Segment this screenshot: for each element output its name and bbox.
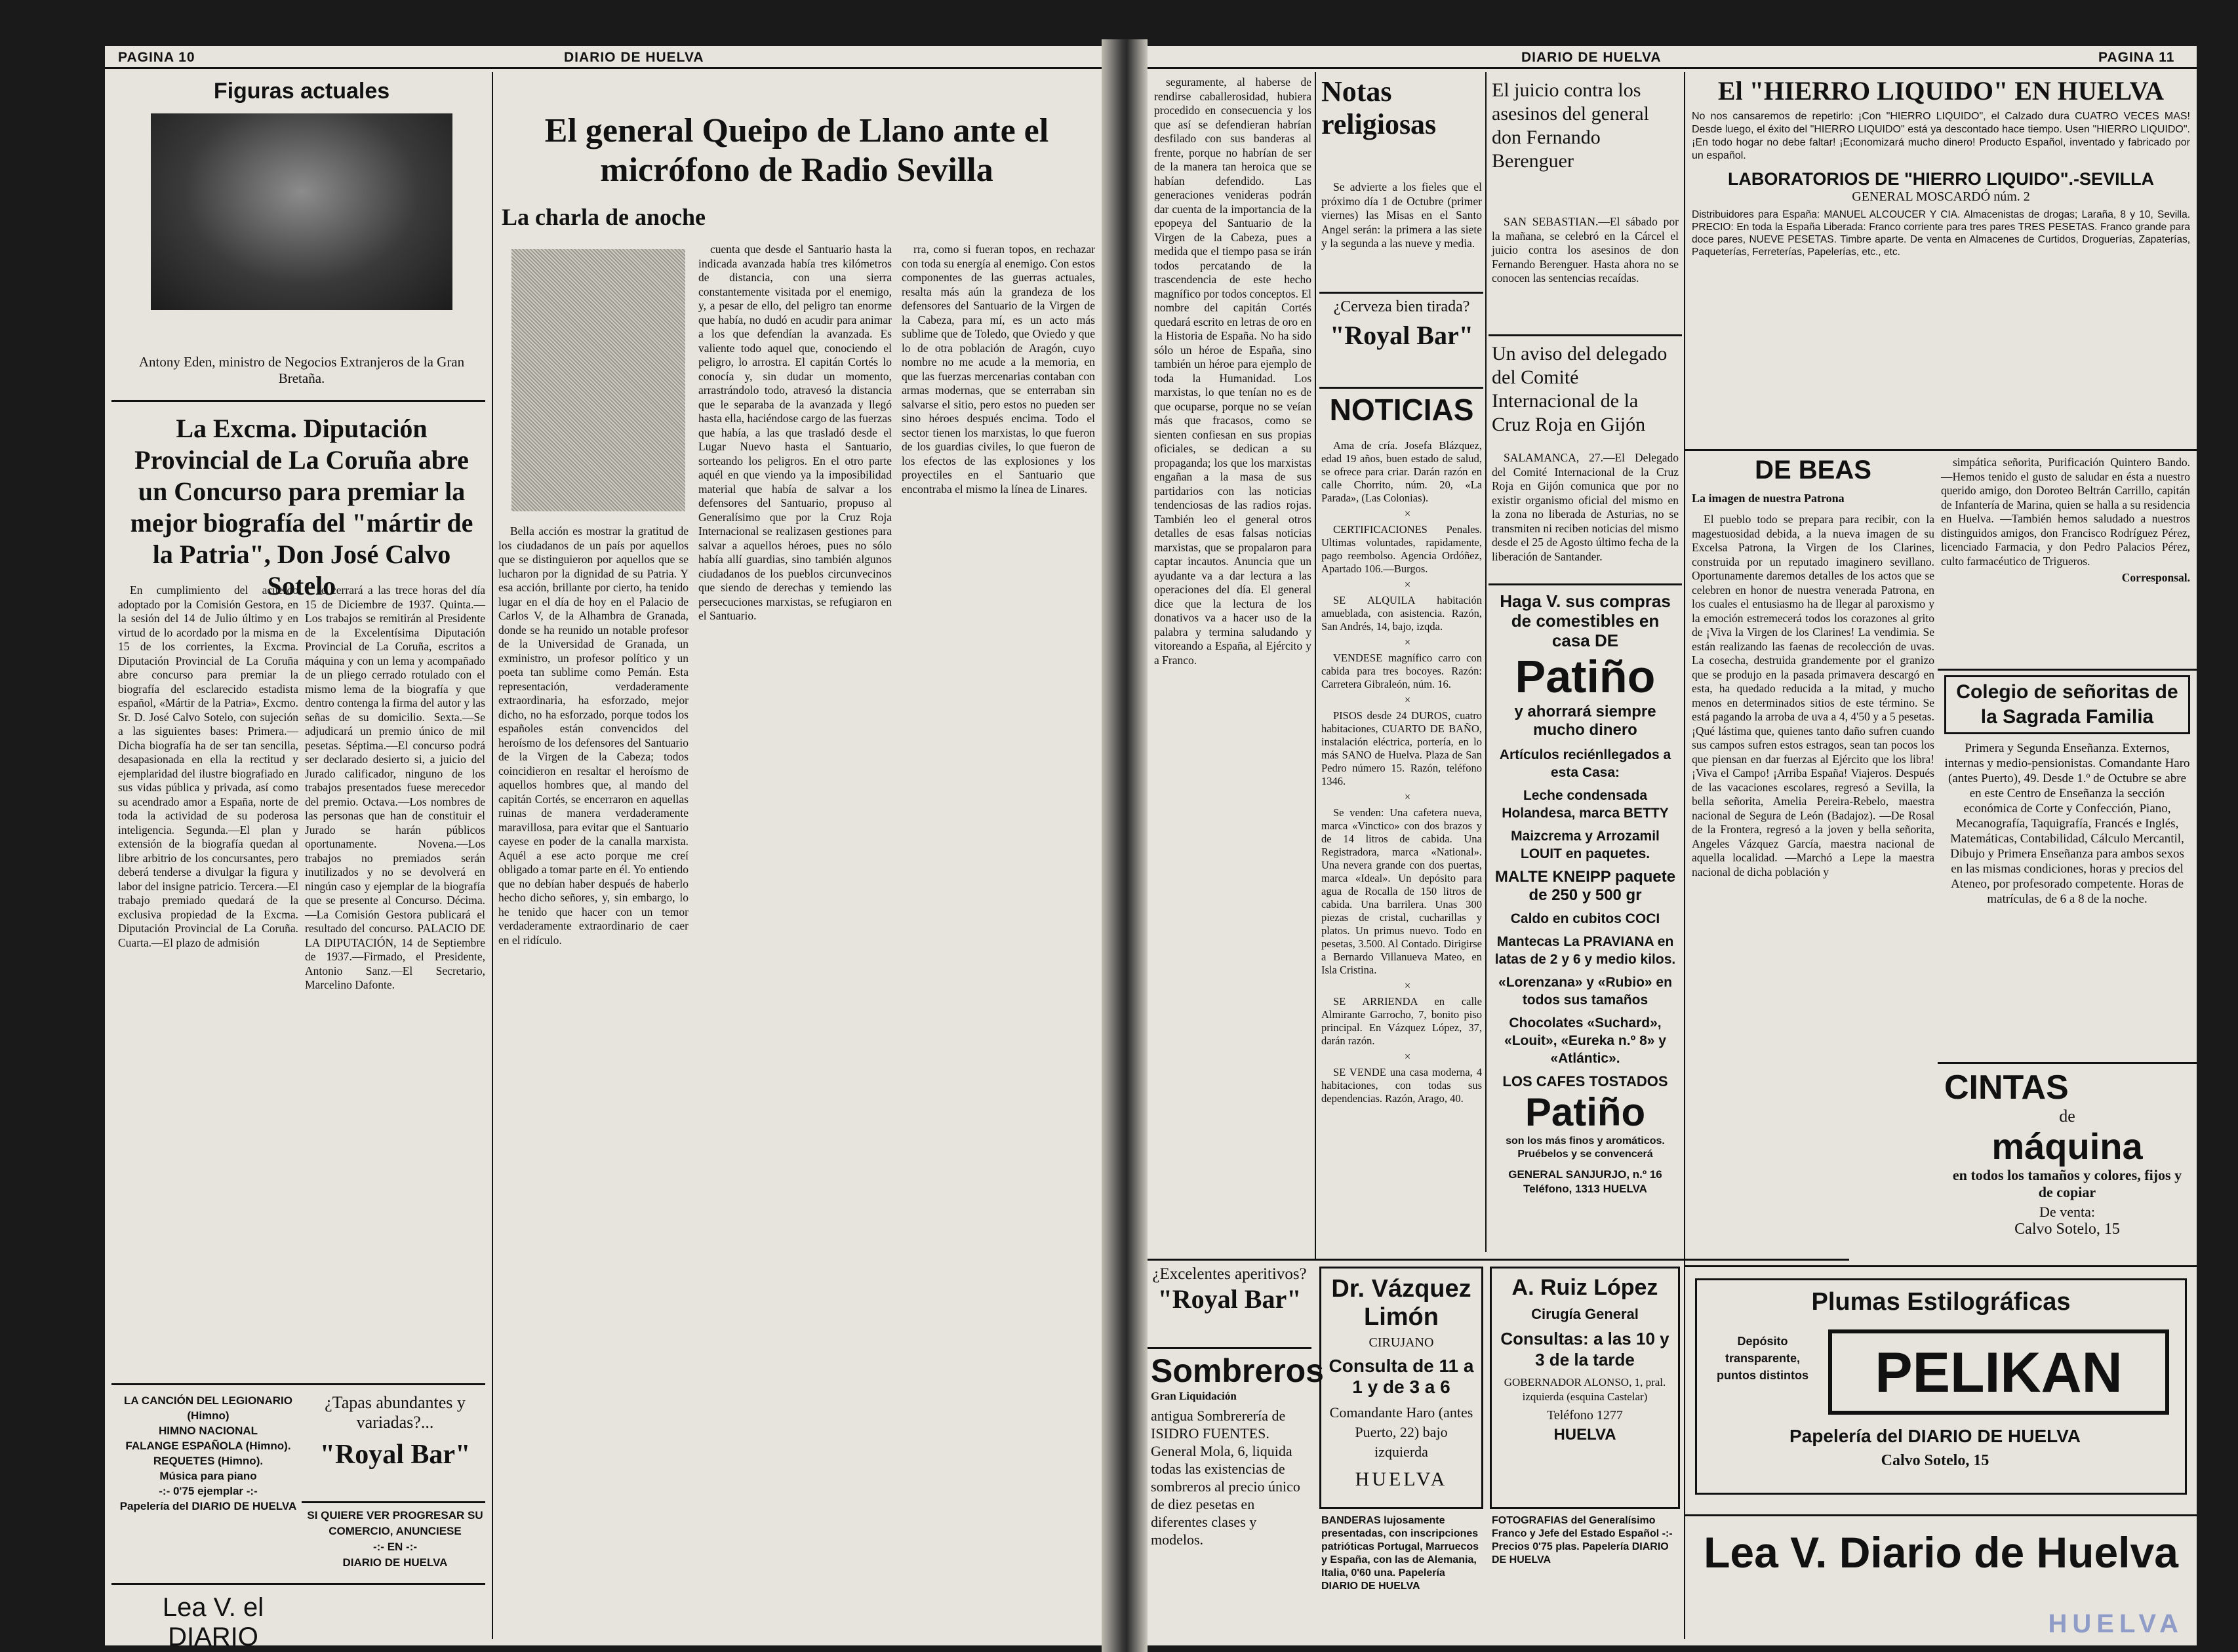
separator: ×: [1404, 1050, 1411, 1063]
lea-diario-right: Lea V. Diario de Huelva: [1704, 1528, 2178, 1577]
doctor-name: Dr. Vázquez Limón: [1331, 1275, 1471, 1331]
pelikan-logo: PELIKAN: [1828, 1329, 2169, 1415]
correspondent-signature: Corresponsal.: [2121, 571, 2190, 584]
patino-item: Caldo en cubitos COCI: [1510, 911, 1660, 926]
article-paragraph: SALAMANCA, 27.—El Delegado del Comité Internacional de la Cruz Roja en Gijón comunica que por no existir organismo oficial del mismo en la zona no liberada de Asturias, no se transmiten ni reciben noticias del mismo desde el 25 de Agosto último fecha de la liberación de Santander.: [1492, 451, 1679, 563]
sombreros-ad: [1151, 1352, 1324, 1634]
doctor-address: GOBERNADOR ALONSO, 1, pral. izquierda (esquina Castelar): [1504, 1376, 1666, 1403]
notas-text: [1321, 180, 1482, 285]
cintas-venta: De venta:: [2039, 1204, 2095, 1220]
aperitivos-ad: [1151, 1265, 1308, 1344]
beas-subhead: La imagen de nuestra Patrona: [1692, 492, 1845, 505]
rule: [1685, 449, 2197, 451]
article-paragraph: se cerrará a las trece horas del día 15 de Diciembre de 1937. Quinta.—Los trabajos se remitirán al Presidente de la Excelentísima Diputación Provincial de La Coruña, escritos a máquina y con un lema y acompañado de un pliego cerrado rotulado con el mismo lema de la biografía y que dentro contenga la firma del autor y las señas de su domicilio. Sexta.—Se adjudicará un premio único de mil pesetas. Séptima.—El concurso podrá ser declarado desierto si, a juicio del Jurado calificador, ninguno de los trabajos presentados fuese merecedor del premio. Octava.—Los nombres de las personas que han de constituir el Jurado se harán públicos oportunamente. Novena.—Los trabajos no premiados serán inutilizados y no se devolverá en ningún caso y ejemplar de la biografía que se presente al Concurso. Décima.—La Comisión Gestora publicará el resultado del concurso. PALACIO DE LA DIPUTACIÓN, 14 de Septiembre de 1937.—Firmado, el Presidente, Antonio Sanz.—El Secretario, Marcelino Dafonte.: [305, 583, 485, 991]
classified-item: Se venden: Una cafetera nueva, marca «Vinctico» con dos brazos y de 14 litros de cabida. Una Registradora, marca «National». Una nevera grande con dos puertas, marca «Ideal». Un depósito para agua de Rocalla de 150 litros de cabida. Una barrilera. Unas 300 piezas de cristal, cucharillas y platos. Un primus nuevo. Todo en pesetas, 3.500. Al Contado. Dirigirse a Bernardo Villanueva Mateo, en Isla Cristina.: [1321, 806, 1482, 976]
doctor-phone: Teléfono 1277: [1547, 1408, 1623, 1423]
cintas-text: en todos los tamaños y colores, fijos y de copiar: [1952, 1167, 2182, 1200]
patino-item: MALTE KNEIPP paquete de 250 y 500 gr: [1494, 868, 1676, 904]
coruna-headline: La Excma. Diputación Provincial de La Coruña abre un Concurso para premiar la mejor biografía del "mártir de la Patria", Don José Calvo Sotelo: [130, 414, 473, 600]
doctor-hours: Consultas: a las 10 y 3 de la tarde: [1500, 1329, 1669, 1369]
article-paragraph: simpática señorita, Purificación Quintero Bando. —Hemos tenido el gusto de saludar en ésta a nuestro querido amigo, don Doroteo Beltrán Carrillo, capitán de Infantería de Marina, quien se halla a su residencia en Huelva. —También hemos saludado a nuestros distinguidos amigos, don Francisco Rodríguez Pérez, licenciado Farmacia, y don Pedro Palacios Pérez, culto farmacéutico de Trigueros.: [1941, 456, 2190, 568]
juicio-text: [1492, 215, 1679, 330]
ad-line: LA CANCIÓN DEL LEGIONARIO (Himno): [124, 1394, 292, 1422]
doctor-role: CIRUJANO: [1369, 1335, 1434, 1350]
page-gutter: [1102, 39, 1148, 1652]
noticias-title: NOTICIAS: [1329, 393, 1474, 427]
doctor-city: HUELVA: [1355, 1468, 1448, 1490]
cerveza-ad: [1321, 298, 1482, 377]
patino-ad: [1492, 591, 1679, 1253]
left-page: [105, 46, 1102, 1651]
article-paragraph: rra, como si fueran topos, en rechazar con toda su energía al enemigo. Con estos componentes de las guerras actuales, resalta más aún la grandeza de los defensores del Santuario de la Virgen de la Cabeza, para mí, es un acto más sublime que de Toledo, que Oviedo y que lo de otra población de Aragón, cuyo nombre no me acude a la memoria, en que las fuerzas mercenarias contaban con armas modernas, que se enterraban sin salvarse el sitio, pero estos no pueden ser sino héroes después encima. Todo el sector tienen los marxistas, lo que fueron de los guardias civiles, lo que fueron de los efectos de las explosiones y los proyectiles en el Santuario que encontraba el mismo la línea de Linares.: [902, 243, 1095, 496]
hierro-ad: [1692, 75, 2190, 442]
article-paragraph: Bella acción es mostrar la gratitud de los ciudadanos de un país por aquellos que se distinguieron por aquellos que se lucharon por la dignidad de su Patria. Y esa acción, brillante por cierto, ha tenido lugar en el día de hoy en el Palacio de Carlos V, de la Alhambra de Granada, donde se ha reunido un notable profesor de la Universidad de Granada, un exministro, un profesor político y un poeta tan sublime como Pemán. Esta representación, verdaderamente extraordinaria, ha esforzado, mejor dicho, no ha esforzado, porque todos los españoles están convencidos del heroísmo de los defensores del Santuario de la Virgen de la Cabeza; todos coincidieron en resaltar el heroísmo de aquellos hombres que, al mando del capitán Cortés, se encerraron en aquellas ruinas de manera verdaderamente maravillosa, para evitar que el Santuario cayese en poder de la canalla marxista. Aquél a ese acto porque me creí obligado a tomar parte en él. Yo entiendo que no debían haber después de haberlo hecho dicho señores, y, sin embargo, lo he tenido que hacer con un temor verdaderamente extraordinario de caer en el ridículo.: [498, 524, 689, 947]
right-page: [1148, 46, 2197, 1645]
left-page-label: PAGINA 10: [118, 50, 195, 65]
coruna-col-1: [118, 583, 298, 1373]
patino-brand: Patiño: [1525, 1090, 1646, 1134]
beas-col-2: [1941, 456, 2190, 665]
plumas-shop: Papelería del DIARIO DE HUELVA: [1789, 1426, 2081, 1446]
patino-item: Leche condensada Holandesa, marca BETTY: [1502, 788, 1669, 821]
sombreros-gran: Gran Liquidación: [1151, 1390, 1237, 1402]
classified-item: PISOS desde 24 DUROS, cuatro habitaciones, CUARTO DE BAÑO, instalación eléctrica, portería, en lo más SANO de Huelva. Plaza de San Pedro número 15. Razón, teléfono 1346.: [1321, 709, 1482, 787]
hierro-text: No nos cansaremos de repetirlo: ¡Con "HIERRO LIQUIDO", el Calzado dura CUATRO VECES MAS! Desde luego, el éxito del "HIERRO LIQUIDO" está ya descontado hace tiempo. Usen "HIERRO LIQUIDO". ¡En todo hogar no debe faltar! ¡Economizará mucho dinero! Producto Español, inventado y fabricado por un español.: [1692, 111, 2190, 161]
left-paper-name: DIARIO DE HUELVA: [564, 50, 704, 65]
rule: [1685, 1514, 2197, 1516]
classified-item: SE ARRIENDA en calle Almirante Garrocho, 7, bonito piso principal. En Vázquez López, 37, darán razón.: [1321, 995, 1482, 1047]
ad-line: DIARIO DE HUELVA: [342, 1556, 448, 1569]
queipo-subhead: La charla de anoche: [502, 204, 706, 230]
separator: ×: [1404, 791, 1411, 803]
figuras-section: [125, 79, 479, 321]
right-page-label: PAGINA 11: [2098, 50, 2175, 65]
juicio-title: El juicio contra los asesinos del general don Fernando Berenguer: [1492, 79, 1649, 172]
separator: ×: [1404, 979, 1411, 992]
classified-item: SE VENDE una casa moderna, 4 habitaciones, con todas sus dependencias. Razón, Arago, 40.: [1321, 1066, 1482, 1105]
ad-line: Papelería del DIARIO DE HUELVA: [119, 1500, 297, 1512]
queipo-continued: [1154, 75, 1311, 1262]
right-paper-name: DIARIO DE HUELVA: [1521, 50, 1662, 65]
separator: ×: [1404, 636, 1411, 648]
ad-line: REQUETES (Himno).: [153, 1455, 264, 1467]
banderas-ad: BANDERAS lujosamente presentadas, con inscripciones patrióticas Portugal, Marruecos y España, con las de Alemania, Italia, 0'60 una. Papelería DIARIO DE HUELVA: [1321, 1515, 1479, 1592]
hierro-addr: GENERAL MOSCARDÓ núm. 2: [1852, 189, 2030, 204]
royal-bar-name: "Royal Bar": [1157, 1284, 1302, 1314]
patino-item: «Lorenzana» y «Rubio» en todos sus tamaños: [1498, 975, 1672, 1008]
separator: ×: [1404, 694, 1411, 706]
rule: [1148, 1347, 1311, 1349]
lea-diario-left: Lea V. el DIARIO: [162, 1593, 264, 1651]
rule: [1938, 669, 2197, 671]
ad-line: Música para piano: [159, 1470, 257, 1482]
doctor-address: Comandante Haro (antes Puerto, 22) bajo izquierda: [1329, 1404, 1473, 1460]
rule: [302, 1501, 485, 1503]
cintas-address: Calvo Sotelo, 15: [2014, 1221, 2120, 1238]
patino-item: Chocolates «Suchard», «Louit», «Eureka n.º 8» y «Atlántic».: [1504, 1015, 1666, 1066]
rule: [1489, 583, 1682, 585]
column-rule: [1485, 72, 1487, 1252]
article-paragraph: SAN SEBASTIAN.—El sábado por la mañana, se celebró en la Cárcel el juicio contra los asesinos de don Fernando Berenguer. Hasta ahora no se conocen las sentencias recaídas.: [1492, 215, 1679, 285]
article-paragraph: seguramente, al haberse de rendirse caballerosidad, hubiera procedido en consecuencia y los que así se defendieran habrían desfilado con sus banderas al frente, porque no habrían de ser de la manera tan heroica que se habían defendido. Las generaciones venideras podrán dar cuenta de la importancia de la epopeya del Santuario de la Virgen de la Cabeza, pues a medida que el tiempo pasa se irán todos percatando de la trascendencia de este hecho magnífico por todos conceptos. El nombre del capitán Cortés quedará escrito en letras de oro en la Historia de España. No ha sido sólo un héroe de España, sino también un héroe para ejemplo de toda la Humanidad. Los marxistas, lo que tenían no es de que ocuparse, porque no se veían más que fracasos, como se sienten confiesan en sus propias oficiales, se dedican a su propaganda; los que los marxistas engañan a la masa de sus partidarios con las noticias tendenciosas de las radios rojas. También leo el general otros detalles de esas falsas noticias marxistas, que se propalaron para captar incautos. Anuncia que un ayudante va a dar lectura a las operaciones del día. El general dice que la lectura de los donativos va a hacer uso de la palabra y termina saludando y vitoreando a España, al Ejército y a Franco.: [1154, 75, 1311, 667]
article-paragraph: El pueblo todo se prepara para recibir, con la magestuosidad debida, a la nueva imagen de su Excelsa Patrona, la Virgen de los Clarines, construida por un reputado imaginero sevillano. Oportunamente daremos detalles de los actos que se celebren en honor de nuestra venerada Patrona, en los cuales el entusiasmo ha de llegar al paroxismo y la emoción estremecerá todos los corazones al grito de ¡Viva la Virgen de los Clarines! La vendimia. Se están realizando las faenas de recolección de uvas. La cosecha, destruida grandemente por el granizo que se produjo en la pasada primavera descargó en esta, ha quedado reducida a la mitad, y mucho menos en determinados sitios de este término. Se está pagando la arroba de uva a 4, 4'50 y a 5 pesetas. ¡Qué lástima que, quienes tanto daño sufren cuando sus campos sufren estos estragos, sean tan pocos los que piensan en dar fuerzas al Ejército que los libra! ¡Viva el Campo! ¡Arriba España! Viajeros. Después de las vacaciones escolares, regresó a Sevilla, la bella señorita, Amelia Pereira-Rebelo, maestra nacional de Segura de León (Badajoz). —De Rosal de la Frontera, regresó a la joven y bella señorita, Angeles Vázquez García, maestra nacional de aquella localidad. —Marchó a Lepe la maestra nacional de dicha población y: [1692, 513, 1934, 878]
doctor-role: Cirugía General: [1531, 1306, 1639, 1322]
tapas-ad: [305, 1393, 485, 1498]
queipo-col-2: [698, 243, 892, 1632]
ad-line: HIMNO NACIONAL: [158, 1425, 258, 1437]
patino-tagline: y ahorrará siempre mucho dinero: [1514, 703, 1656, 739]
plumas-deposito: Depósito transparente, puntos distintos: [1717, 1335, 1808, 1382]
doctor-hours: Consulta de 11 a 1 y de 3 a 6: [1329, 1356, 1474, 1397]
article-paragraph: Se advierte a los fieles que el próximo día 1 de Octubre (primer viernes) las Misas en el Santo Angel serán: la primera a las siete y la segunda a las nueve y media.: [1321, 180, 1482, 250]
rule: [1319, 387, 1483, 389]
patino-item: Mantecas La PRAVIANA en latas de 2 y 6 y medio kilos.: [1494, 934, 1676, 967]
rule: [111, 1383, 485, 1385]
noticias-list: [1321, 439, 1482, 1259]
sombreros-title: Sombreros: [1151, 1352, 1324, 1389]
article-paragraph: cuenta que desde el Santuario hasta la indicada avanzada había tres kilómetros de distancia, con una sierra constantemente visitada por el enemigo, y, a pesar de ello, del peligro tan enorme que había, no dudó en acudir para animar a los que defendían la avanzada. Es valiente todo aquel que, conociendo el peligro, lo arrostra. El capitán Cortés lo conocía y, sin dudar un momento, arrastrándolo todo, atravesó la distancia que le separaba de la avanzada y llegó hasta ella, haciéndose cargo de las fuerzas que había, a las que trasladó desde el Lugar Nuevo hasta el Santuario, sorteando los peligros. En el otro parte aquél en que viendo ya la imposibilidad material que había de salvar a los defensores del Santuario, propuso al Generalísimo que por la Cruz Roja Internacional se realizasen gestiones para salvar a aquellos héroes, pues no sólo había allí guardias, sino también algunos ciudadanos de los pueblos circunvecinos que siendo de derechas y temiendo las persecuciones marxistas, se refugiaron en el Santuario.: [698, 243, 892, 622]
hierro-title: El "HIERRO LIQUIDO" EN HUELVA: [1717, 76, 2165, 106]
patino-address: GENERAL SANJURJO, n.º 16 Teléfono, 1313 HUELVA: [1508, 1168, 1662, 1195]
article-paragraph: En cumplimiento del acuerdo adoptado por la Comisión Gestora, en la sesión del 14 de Julio último y en virtud de lo acordado por la misma en 15 de los corrientes, la Excma. Diputación Provincial de La Coruña abre concurso para premiar la biografía del esclarecido estadista español, «Mártir de la Patria», Excmo. Sr. D. José Calvo Sotelo, con sujeción a las siguientes bases: Primera.—Dicha biografía ha de ser tan sencilla, desapasionada en ella la rectitud y ejemplaridad del ilustre biografiado en sus vidas pública y privada, así como su acendrado amor a España, norte de toda la actividad de su poderosa inteligencia. Segunda.—El plan y extensión de la biografía quedan al libre arbitrio de los concursantes, pero deberá tenderse a divulgar la figura y labor del insigne patricio. Tercera.—El trabajo premiado quedará de la exclusiva propiedad de la Excma. Diputación Provincial de La Coruña. Cuarta.—El plazo de admisión: [118, 583, 298, 949]
separator: ×: [1404, 507, 1411, 520]
queipo-col-3: [902, 243, 1095, 1632]
separator: ×: [1404, 578, 1411, 591]
ad-line: -:- 0'75 ejemplar -:-: [159, 1485, 258, 1497]
rule: [1685, 1265, 2197, 1267]
progresar-ad: [305, 1508, 485, 1580]
beas-col-1: [1692, 513, 1934, 1260]
cintas-maquina: máquina: [1991, 1126, 2143, 1167]
colegio-text: Primera y Segunda Enseñanza. Externos, internas y medio-pensionistas. Comandante Haro (antes Puerto), 49. Desde 1.º de Octubre se abre en este Centro de Enseñanza la sección económica de Corte y Confección, Piano, Mecanografía, Taquigrafía, Francés e Inglés, Matemáticas, Contabilidad, Cálculo Mercantil, Dibujo y Primera Enseñanza para ambos sexos en las mismas condiciones, horas y precios del Ateneo, por profesorado competente. Horas de matrículas, de 6 a 8 de la noche.: [1944, 741, 2190, 906]
vazquez-ad: [1319, 1267, 1483, 1509]
patino-tagline: son los más finos y aromáticos. Pruébelos y se convencerá: [1506, 1135, 1665, 1160]
rule: [111, 400, 485, 402]
royal-bar-name: "Royal Bar": [319, 1440, 471, 1470]
column-rule: [1684, 72, 1685, 1639]
header-rule: [105, 67, 1102, 69]
classified-item: Ama de cría. Josefa Blázquez, edad 19 años, buen estado de salud, se ofrece para criar. Darán razón en calle Chorrito, núm. 20, «La Parada», (Las Colonias).: [1321, 439, 1482, 504]
cintas-de: de: [2059, 1107, 2075, 1126]
coruna-col-2: [305, 583, 485, 1373]
patino-brand: Patiño: [1515, 651, 1656, 702]
comite-text: [1492, 451, 1679, 579]
rule: [1319, 292, 1483, 294]
notas-title: Notas religiosas: [1321, 75, 1437, 140]
classified-item: SE ALQUILA habitación amueblada, con asistencia. Razón, San Andrés, 14, bajo, izqda.: [1321, 594, 1482, 633]
cerveza-question: ¿Cerveza bien tirada?: [1333, 298, 1470, 315]
ad-line: FALANGE ESPAÑOLA (Himno).: [125, 1440, 291, 1452]
royal-bar-name: "Royal Bar": [1330, 321, 1473, 350]
fotografias-ad: FOTOGRAFIAS del Generalísimo Franco y Jefe del Estado Español -:- Precios 0'75 plas. Papelería DIARIO DE HUELVA: [1492, 1515, 1673, 1565]
queipo-col-1: [498, 524, 689, 1632]
doctor-city: HUELVA: [1553, 1426, 1616, 1444]
doctor-name: A. Ruiz López: [1511, 1275, 1658, 1300]
patino-item: LOS CAFES TOSTADOS: [1502, 1073, 1668, 1090]
colegio-ad: [1944, 675, 2190, 1055]
tapas-question: ¿Tapas abundantes y variadas?...: [325, 1393, 466, 1432]
header-rule: [1148, 67, 2197, 69]
rule: [111, 1583, 485, 1585]
plumas-title: Plumas Estilográficas: [1811, 1288, 2071, 1316]
hierro-dist: Distribuidores para España: MANUEL ALCOUCER Y CIA. Almacenistas de drogas; Laraña, 8 y 10, Sevilla. PRECIO: En toda la España Liberada: Franco corriente para tres pares TRES PESETAS. Franco grande para doce pares, NUEVE PESETAS. Timbre aparte. De venta en Almacenes de Curtidos, Droguerías, Zapaterías, Paqueterías, Ferreterías, Papelerías, etc., etc.: [1692, 209, 2190, 258]
column-rule: [1315, 72, 1316, 1259]
queipo-portrait: [511, 249, 685, 511]
ad-line: -:- EN -:-: [372, 1541, 418, 1553]
aperitivos-question: ¿Excelentes aperitivos?: [1152, 1265, 1307, 1283]
eden-photo: [151, 113, 452, 310]
hierro-lab: LABORATORIOS DE "HIERRO LIQUIDO".-SEVILLA: [1727, 169, 2155, 189]
plumas-address: Calvo Sotelo, 15: [1881, 1452, 1989, 1469]
rule: [1938, 1062, 2197, 1064]
patino-item: Artículos reciénllegados a esta Casa:: [1499, 747, 1671, 780]
rule: [1489, 334, 1682, 336]
comite-title: Un aviso del delegado del Comité Internacional de la Cruz Roja en Gijón: [1492, 343, 1668, 435]
patino-intro: Haga V. sus compras de comestibles en casa DE: [1500, 591, 1671, 650]
classified-item: VENDESE magnífico carro con cabida para tres bocoyes. Razón: Carretera Gibraleón, núm. 16.: [1321, 652, 1482, 690]
colegio-title: Colegio de señoritas de la Sagrada Familia: [1944, 675, 2190, 734]
figuras-title: Figuras actuales: [213, 79, 390, 104]
pelikan-ad: [1695, 1278, 2187, 1495]
eden-caption: Antony Eden, ministro de Negocios Extranjeros de la Gran Bretaña.: [138, 354, 465, 386]
column-rule: [492, 72, 493, 1639]
ad-line: SI QUIERE VER PROGRESAR SU COMERCIO, ANUNCIESE: [307, 1509, 483, 1537]
ruiz-ad: [1490, 1267, 1680, 1509]
huelva-watermark: HUELVA: [2048, 1609, 2184, 1638]
patino-item: Maizcrema y Arrozamil LOUIT en paquetes.: [1511, 829, 1660, 861]
queipo-headline: El general Queipo de Llano ante el micrófono de Radio Sevilla: [544, 112, 1049, 189]
cintas-ad: [1944, 1069, 2190, 1259]
sombreros-text: antigua Sombrerería de ISIDRO FUENTES. General Mola, 6, liquida todas las existencias de sombreros al precio único de diez pesetas en diferentes clases y modelos.: [1151, 1407, 1300, 1548]
cintas-title: CINTAS: [1944, 1069, 2069, 1107]
classified-item: CERTIFICACIONES Penales. Ultimas voluntades, rapidamente, pago reembolso. Agencia Ordóñez, Apartado 106.—Burgos.: [1321, 523, 1482, 575]
beas-title: DE BEAS: [1755, 456, 1871, 484]
cancion-ad: [118, 1393, 298, 1590]
